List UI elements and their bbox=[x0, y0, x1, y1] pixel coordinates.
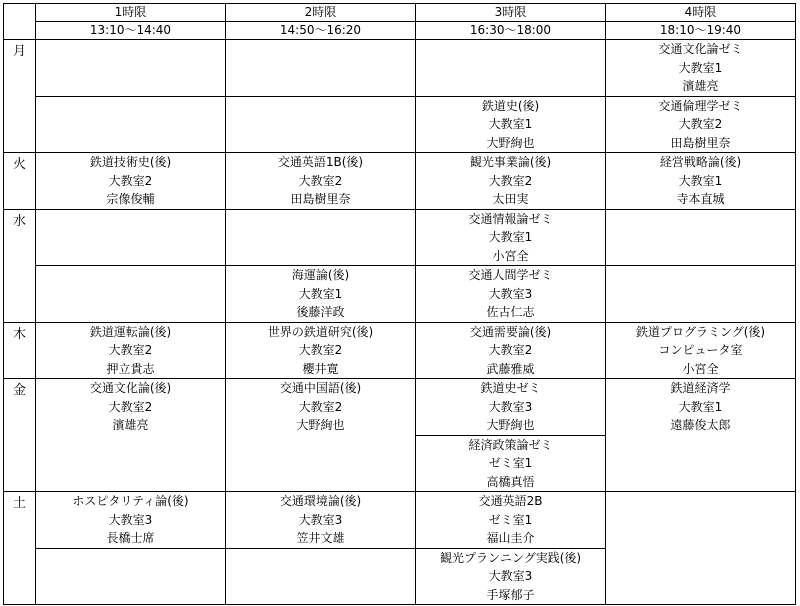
day-label-monday: 月 bbox=[4, 40, 36, 153]
room-name: 大教室2 bbox=[298, 399, 343, 414]
teacher-name: 笠井文雄 bbox=[296, 531, 345, 545]
class-cell-empty bbox=[36, 209, 226, 266]
class-cell bbox=[606, 153, 796, 210]
wednesday-row-1 bbox=[4, 209, 796, 266]
class-cell bbox=[416, 379, 606, 436]
course-name: 鉄道史(後) bbox=[481, 98, 540, 113]
teacher-name: 手塚郁子 bbox=[486, 587, 535, 602]
class-cell-empty bbox=[226, 209, 416, 266]
class-cell-empty bbox=[36, 40, 226, 97]
course-name: 観光事業論(後) bbox=[469, 155, 552, 169]
teacher-name: 大野絢也 bbox=[486, 418, 535, 432]
class-cell-empty bbox=[226, 96, 416, 153]
class-cell-empty bbox=[226, 40, 416, 97]
course-name: 交通英語2B bbox=[478, 494, 543, 508]
course-name: 鉄道技術史(後) bbox=[89, 155, 172, 169]
class-cell-empty bbox=[36, 266, 226, 323]
course-name: 交通文化論ゼミ bbox=[658, 42, 743, 56]
thursday-row bbox=[4, 322, 796, 379]
friday-row-1 bbox=[4, 379, 796, 436]
class-cell-empty bbox=[606, 209, 796, 266]
class-cell bbox=[226, 153, 416, 210]
room-name: 大教室1 bbox=[678, 399, 723, 414]
room-name: ゼミ室1 bbox=[488, 456, 533, 470]
teacher-name: 大野絢也 bbox=[486, 135, 535, 150]
course-name: 交通倫理学ゼミ bbox=[658, 98, 743, 113]
period-2-time: 14:50～16:20 bbox=[226, 22, 416, 40]
course-name: 交通情報論ゼミ bbox=[468, 211, 553, 226]
room-name: 大教室3 bbox=[488, 286, 533, 301]
day-label-thursday: 木 bbox=[4, 322, 36, 379]
class-cell bbox=[36, 379, 226, 492]
teacher-name: 寺本直城 bbox=[676, 192, 725, 206]
class-cell bbox=[36, 322, 226, 379]
course-name: 鉄道運転論(後) bbox=[89, 324, 172, 339]
course-name: 鉄道プログラミング(後) bbox=[635, 324, 766, 339]
teacher-name: 高橋真悟 bbox=[486, 474, 535, 489]
room-name: 大教室3 bbox=[488, 569, 533, 583]
class-cell bbox=[226, 379, 416, 492]
course-name: 経済政策論ゼミ bbox=[468, 437, 553, 452]
period-time-row bbox=[4, 22, 796, 40]
course-name: ホスピタリティ論(後) bbox=[72, 494, 189, 508]
period-1-name: 1時限 bbox=[36, 4, 226, 22]
teacher-name: 濱雄亮 bbox=[112, 418, 149, 432]
class-cell-empty bbox=[606, 492, 796, 605]
corner-cell bbox=[4, 4, 36, 40]
room-name: 大教室1 bbox=[488, 117, 533, 131]
day-label-friday: 金 bbox=[4, 379, 36, 492]
day-label-saturday: 土 bbox=[4, 492, 36, 605]
teacher-name: 福山圭介 bbox=[486, 531, 535, 545]
room-name: 大教室1 bbox=[678, 60, 723, 75]
class-cell-empty bbox=[36, 96, 226, 153]
class-cell bbox=[226, 266, 416, 323]
period-4-name: 4時限 bbox=[606, 4, 796, 22]
teacher-name: 長橋士席 bbox=[106, 531, 155, 545]
course-name: 交通文化論(後) bbox=[89, 381, 172, 395]
room-name: コンピュータ室 bbox=[658, 343, 743, 357]
class-cell bbox=[416, 435, 606, 492]
teacher-name: 押立貴志 bbox=[106, 361, 155, 376]
tuesday-row bbox=[4, 153, 796, 210]
room-name: 大教室2 bbox=[108, 399, 153, 414]
class-cell bbox=[416, 266, 606, 323]
monday-row-2 bbox=[4, 96, 796, 153]
class-cell bbox=[606, 322, 796, 379]
period-1-time: 13:10～14:40 bbox=[36, 22, 226, 40]
room-name: 大教室1 bbox=[678, 173, 723, 188]
course-name: 経営戦略論(後) bbox=[659, 155, 742, 169]
day-label-wednesday: 水 bbox=[4, 209, 36, 322]
course-name: 世界の鉄道研究(後) bbox=[267, 324, 374, 339]
saturday-row-1 bbox=[4, 492, 796, 549]
course-name: 海運論(後) bbox=[291, 268, 350, 282]
course-name: 鉄道経済学 bbox=[670, 381, 731, 395]
course-name: 交通中国語(後) bbox=[279, 381, 362, 395]
class-cell bbox=[606, 40, 796, 97]
monday-row-1 bbox=[4, 40, 796, 97]
course-name: 鉄道史ゼミ bbox=[480, 381, 541, 395]
room-name: 大教室2 bbox=[488, 343, 533, 357]
timetable bbox=[3, 3, 796, 605]
room-name: 大教室3 bbox=[298, 512, 343, 527]
room-name: 大教室2 bbox=[488, 173, 533, 188]
teacher-name: 武藤雅威 bbox=[486, 361, 535, 376]
class-cell-empty bbox=[606, 266, 796, 323]
teacher-name: 太田実 bbox=[492, 192, 529, 206]
class-cell bbox=[606, 96, 796, 153]
period-2-name: 2時限 bbox=[226, 4, 416, 22]
class-cell bbox=[416, 209, 606, 266]
teacher-name: 小宮全 bbox=[492, 248, 529, 263]
period-3-name: 3時限 bbox=[416, 4, 606, 22]
course-name: 交通需要論(後) bbox=[469, 324, 552, 339]
teacher-name: 田島樹里奈 bbox=[670, 135, 731, 150]
teacher-name: 遠藤俊太郎 bbox=[670, 418, 731, 432]
room-name: 大教室2 bbox=[678, 117, 723, 131]
course-name: 交通英語1B(後) bbox=[277, 155, 364, 169]
class-cell-empty bbox=[226, 548, 416, 605]
teacher-name: 濱雄亮 bbox=[682, 79, 719, 93]
teacher-name: 後藤洋政 bbox=[296, 305, 345, 319]
room-name: 大教室2 bbox=[298, 343, 343, 357]
class-cell bbox=[416, 96, 606, 153]
teacher-name: 宗像俊輔 bbox=[106, 192, 155, 206]
class-cell bbox=[36, 153, 226, 210]
class-cell bbox=[416, 548, 606, 605]
room-name: 大教室3 bbox=[108, 512, 153, 527]
period-3-time: 16:30～18:00 bbox=[416, 22, 606, 40]
class-cell bbox=[226, 322, 416, 379]
room-name: 大教室1 bbox=[488, 230, 533, 244]
room-name: 大教室2 bbox=[108, 343, 153, 357]
teacher-name: 小宮全 bbox=[682, 361, 719, 376]
room-name: 大教室2 bbox=[108, 173, 153, 188]
teacher-name: 佐古仁志 bbox=[486, 305, 535, 319]
course-name: 観光プランニング実践(後) bbox=[439, 550, 582, 565]
period-name-row bbox=[4, 4, 796, 22]
room-name: 大教室2 bbox=[298, 173, 343, 188]
class-cell bbox=[416, 492, 606, 549]
room-name: 大教室1 bbox=[298, 286, 343, 301]
class-cell bbox=[606, 379, 796, 492]
class-cell bbox=[416, 153, 606, 210]
room-name: 大教室3 bbox=[488, 399, 533, 414]
class-cell bbox=[226, 492, 416, 549]
class-cell-empty bbox=[416, 40, 606, 97]
course-name: 交通環境論(後) bbox=[279, 494, 362, 508]
wednesday-row-2 bbox=[4, 266, 796, 323]
teacher-name: 田島樹里奈 bbox=[290, 192, 351, 206]
period-4-time: 18:10～19:40 bbox=[606, 22, 796, 40]
class-cell bbox=[416, 322, 606, 379]
room-name: ゼミ室1 bbox=[488, 512, 533, 527]
course-name: 交通人間学ゼミ bbox=[468, 268, 553, 282]
teacher-name: 櫻井寛 bbox=[302, 361, 339, 376]
class-cell bbox=[36, 492, 226, 549]
day-label-tuesday: 火 bbox=[4, 153, 36, 210]
class-cell-empty bbox=[36, 548, 226, 605]
teacher-name: 大野絢也 bbox=[296, 418, 345, 432]
